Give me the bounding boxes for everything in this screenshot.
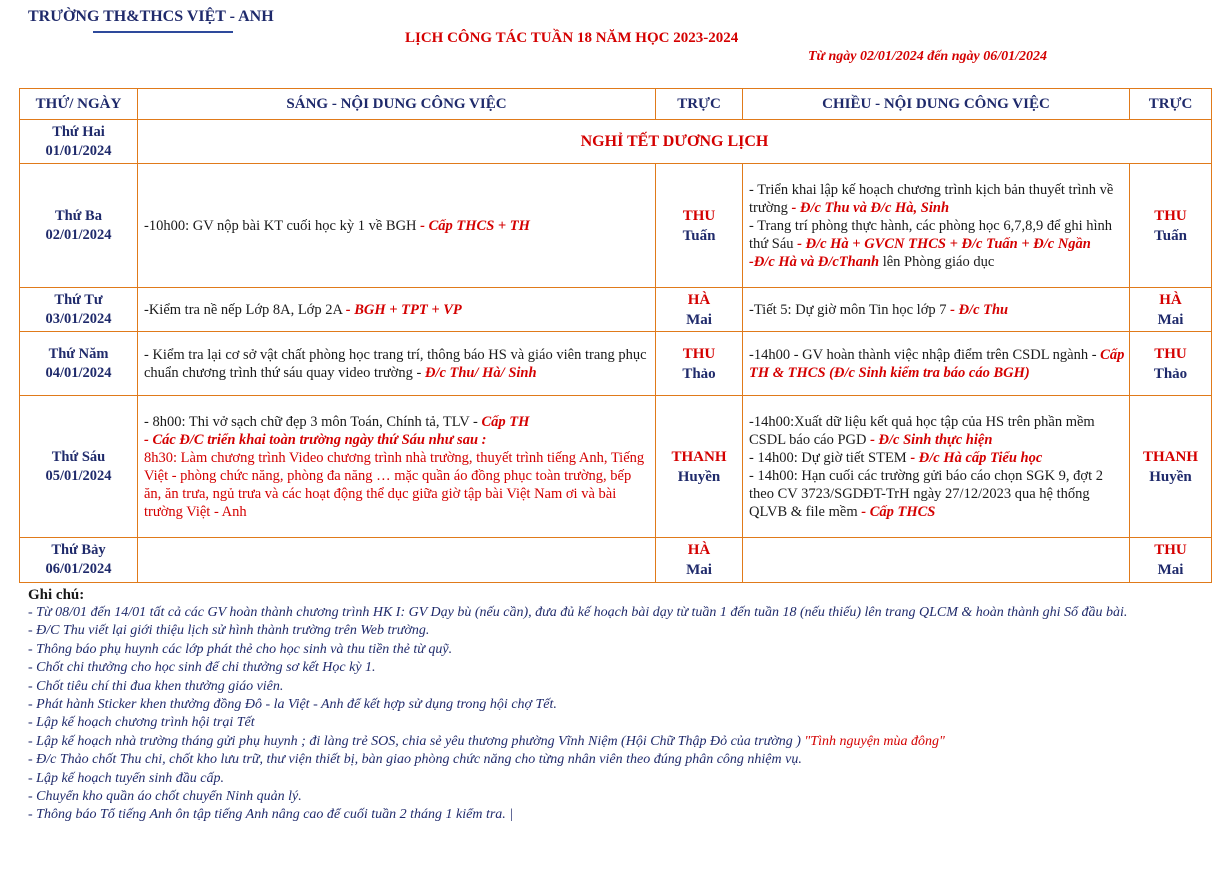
task-text: - 14h00: Dự giờ tiết STEM bbox=[749, 449, 911, 466]
task-text: - Kiểm tra lại cơ sở vật chất phòng học trang trí, thông báo HS và giáo viên trang phục chuẩn chương trình thứ sáu quay video trường - bbox=[144, 346, 647, 381]
task-assignee: -Đ/c Hà và Đ/cThanh bbox=[749, 253, 880, 270]
duty-afternoon bbox=[1130, 538, 1212, 583]
task-heading: - Các Đ/C triển khai toàn trường ngày thứ Sáu như sau : bbox=[144, 431, 487, 448]
day-name: Thứ Ba bbox=[55, 207, 102, 224]
duty-person: Mai bbox=[1157, 562, 1184, 578]
note-highlight: "Tình nguyện mùa đông" bbox=[804, 733, 945, 749]
page-title: LỊCH CÔNG TÁC TUẦN 18 NĂM HỌC 2023-2024 bbox=[405, 30, 739, 46]
day-date: 01/01/2024 bbox=[45, 142, 112, 159]
school-underline bbox=[93, 31, 233, 33]
school-name: TRƯỜNG TH&THCS VIỆT - ANH bbox=[28, 8, 274, 25]
duty-group: THU bbox=[682, 345, 716, 362]
task-assignee: Cấp TH bbox=[481, 413, 530, 430]
header-morning: SÁNG - NỘI DUNG CÔNG VIỆC bbox=[138, 89, 656, 120]
row-tuesday bbox=[20, 164, 1212, 288]
day-name: Thứ Tư bbox=[54, 291, 103, 308]
duty-morning bbox=[656, 164, 743, 288]
task-assignee: - Đ/c Hà + GVCN THCS + Đ/c Tuấn + Đ/c Ngần bbox=[797, 235, 1091, 252]
duty-group: THU bbox=[1154, 345, 1187, 362]
day-date: 02/01/2024 bbox=[45, 226, 112, 243]
afternoon-content bbox=[743, 288, 1130, 332]
day-cell bbox=[20, 288, 138, 332]
note-item: - Phát hành Sticker khen thưởng đồng Đô - la Việt - Anh để kết hợp sử dụng trong hội chợ Tết. bbox=[28, 697, 557, 713]
task-assignee: - Đ/c Sinh thực hiện bbox=[870, 431, 993, 448]
duty-group: HÀ bbox=[687, 291, 711, 308]
task-item bbox=[749, 253, 1125, 271]
duty-person: Mai bbox=[1157, 311, 1184, 328]
task-text: - 14h00: Hạn cuối các trường gửi báo cáo chọn SGK 9, đợt 2 theo CV 3723/SGDĐT-TrH ngày 27/12/2023 qua hệ thống QLVB & file mềm bbox=[749, 467, 1104, 520]
duty-person: Thảo bbox=[682, 365, 716, 382]
task-assignee: - Đ/c Thu và Đ/c Hà, Sinh bbox=[791, 199, 950, 216]
note-text: - Lập kế hoạch nhà trường tháng gửi phụ huynh ; đi làng trẻ SOS, chia sẻ yêu thương phường Vĩnh Niệm (Hội Chữ Thập Đỏ của trường ) bbox=[28, 733, 805, 749]
morning-content bbox=[138, 538, 656, 583]
morning-content bbox=[138, 164, 656, 288]
task-assignee: - Đ/c Hà cấp Tiểu học bbox=[910, 449, 1043, 466]
duty-afternoon bbox=[1130, 396, 1212, 538]
afternoon-content bbox=[743, 396, 1130, 538]
header-row bbox=[20, 89, 1212, 120]
duty-afternoon bbox=[1130, 288, 1212, 332]
header-duty-afternoon: TRỰC bbox=[1130, 89, 1212, 120]
holiday-notice: NGHỈ TẾT DƯƠNG LỊCH bbox=[138, 120, 1212, 164]
duty-morning bbox=[656, 288, 743, 332]
afternoon-content bbox=[743, 538, 1130, 583]
task-text: - Trang trí phòng thực hành, các phòng học 6,7,8,9 để ghi hình thứ Sáu bbox=[749, 217, 1113, 252]
task-assignee: - Đ/c Thu bbox=[950, 301, 1009, 318]
task-assignee: - Cấp THCS + TH bbox=[420, 217, 530, 234]
task-text: -Kiểm tra nề nếp Lớp 8A, Lớp 2A bbox=[144, 301, 346, 318]
day-date: 06/01/2024 bbox=[45, 561, 112, 577]
task-text: lên Phòng giáo dục bbox=[879, 253, 995, 270]
task-text: -14h00:Xuất dữ liệu kết quả học tập của HS trên phần mềm CSDL báo cáo PGD bbox=[749, 413, 1095, 448]
note-item: - Đ/c Thảo chốt Thu chi, chốt kho lưu trữ, thư viện thiết bị, bàn giao phòng chức năng cho từng nhân viên theo đúng phân công nhiệm vụ. bbox=[28, 752, 802, 768]
note-item: - Thông báo phụ huynh các lớp phát thẻ cho học sinh và thu tiền thẻ từ quỹ. bbox=[28, 641, 453, 657]
note-item: - Đ/C Thu viết lại giới thiệu lịch sử hình thành trường trên Web trường. bbox=[28, 623, 430, 639]
day-date: 03/01/2024 bbox=[45, 310, 112, 327]
note-item: - Thông báo Tổ tiếng Anh ôn tập tiếng Anh nâng cao để cuối tuần 2 tháng 1 kiểm tra. | bbox=[28, 807, 514, 823]
note-item: - Lập kế hoạch tuyển sinh đầu cấp. bbox=[28, 770, 224, 786]
duty-morning bbox=[656, 538, 743, 583]
row-monday bbox=[20, 120, 1212, 164]
task-text: -14h00 - GV hoàn thành việc nhập điểm trên CSDL ngành - bbox=[749, 346, 1101, 363]
duty-person: Mai bbox=[686, 311, 712, 328]
afternoon-content bbox=[743, 332, 1130, 396]
morning-content bbox=[138, 396, 656, 538]
row-saturday bbox=[20, 538, 1212, 583]
task-item bbox=[749, 181, 1125, 217]
header-afternoon: CHIỀU - NỘI DUNG CÔNG VIỆC bbox=[743, 89, 1130, 120]
note-item: - Từ 08/01 đến 14/01 tất cả các GV hoàn thành chương trình HK I: GV Dạy bù (nếu cần), đưa đủ kế hoạch bài dạy từ tuần 1 đến tuần 18 (nếu thiếu) lên trang QLCM & hoàn thành ghi Sổ đầu bài. bbox=[28, 605, 1128, 620]
task-item bbox=[749, 217, 1125, 253]
note-item: - Chuyển kho quần áo chốt chuyển Ninh quản lý. bbox=[28, 789, 302, 805]
task-assignee: - Cấp THCS bbox=[861, 503, 936, 520]
duty-group: THU bbox=[1154, 207, 1187, 224]
day-name: Thứ Năm bbox=[48, 345, 109, 362]
task-item bbox=[749, 413, 1125, 449]
day-cell bbox=[20, 120, 138, 164]
row-friday bbox=[20, 396, 1212, 538]
note-item bbox=[28, 733, 1218, 751]
task-item bbox=[749, 449, 1125, 467]
task-text: - Triển khai lập kế hoạch chương trình kịch bản thuyết trình về trường bbox=[749, 181, 1114, 216]
morning-content bbox=[138, 332, 656, 396]
duty-person: Huyền bbox=[677, 468, 721, 485]
duty-person: Tuấn bbox=[1154, 227, 1187, 244]
day-date: 05/01/2024 bbox=[45, 467, 112, 484]
day-cell bbox=[20, 538, 138, 583]
row-wednesday bbox=[20, 288, 1212, 332]
duty-person: Huyền bbox=[1149, 468, 1192, 485]
task-assignee: Đ/c Thu/ Hà/ Sinh bbox=[424, 364, 537, 381]
task-text: - 8h00: Thi vở sạch chữ đẹp 3 môn Toán, Chính tả, TLV - bbox=[144, 413, 482, 430]
day-cell bbox=[20, 164, 138, 288]
duty-person: Tuấn bbox=[682, 227, 716, 244]
duty-group: HÀ bbox=[687, 542, 711, 558]
day-name: Thứ Hai bbox=[52, 123, 105, 140]
note-item: - Chốt tiêu chí thi đua khen thưởng giáo viên. bbox=[28, 678, 284, 694]
duty-group: THANH bbox=[1142, 448, 1198, 465]
header-day: THỨ/ NGÀY bbox=[20, 89, 138, 120]
task-item bbox=[144, 413, 651, 431]
duty-group: THU bbox=[682, 207, 716, 224]
row-thursday bbox=[20, 332, 1212, 396]
task-detail: 8h30: Làm chương trình Video chương trình nhà trường, thuyết trình tiếng Anh, Tiếng Việt - phòng chức năng, phòng đa năng … mặc quần áo đồng phục toàn trường, bếp ăn, ăn trưa, ngủ trưa và các hoạt động thể dục giữa giờ tập bài Việt Nam ơi và bài trường Việt - Anh bbox=[144, 449, 645, 520]
task-text: -Tiết 5: Dự giờ môn Tin học lớp 7 bbox=[749, 301, 951, 318]
day-name: Thứ Sáu bbox=[51, 448, 106, 465]
task-item bbox=[749, 467, 1125, 521]
notes-title: Ghi chú: bbox=[28, 587, 85, 603]
task-assignee: Cấp TH & THCS (Đ/c Sinh kiểm tra báo cáo BGH) bbox=[749, 346, 1125, 381]
header-duty-morning: TRỰC bbox=[656, 89, 743, 120]
duty-afternoon bbox=[1130, 332, 1212, 396]
afternoon-content bbox=[743, 164, 1130, 288]
note-item: - Chốt chi thưởng cho học sinh để chi thưởng sơ kết Học kỳ 1. bbox=[28, 660, 376, 676]
duty-person: Thảo bbox=[1153, 365, 1188, 382]
date-range: Từ ngày 02/01/2024 đến ngày 06/01/2024 bbox=[808, 49, 1047, 64]
day-cell bbox=[20, 396, 138, 538]
duty-person: Mai bbox=[686, 562, 712, 578]
duty-group: HÀ bbox=[1159, 291, 1182, 308]
day-cell bbox=[20, 332, 138, 396]
note-item: - Lập kế hoạch chương trình hội trại Tết bbox=[28, 715, 255, 731]
duty-afternoon bbox=[1130, 164, 1212, 288]
duty-morning bbox=[656, 332, 743, 396]
duty-group: THANH bbox=[671, 448, 727, 465]
task-assignee: - BGH + TPT + VP bbox=[345, 301, 462, 318]
duty-morning bbox=[656, 396, 743, 538]
notes-section bbox=[28, 586, 1218, 825]
duty-group: THU bbox=[1154, 542, 1187, 558]
day-date: 04/01/2024 bbox=[45, 364, 112, 381]
morning-content bbox=[138, 288, 656, 332]
day-name: Thứ Bảy bbox=[51, 542, 106, 558]
schedule-table bbox=[19, 88, 1212, 583]
task-text: -10h00: GV nộp bài KT cuối học kỳ 1 về BGH bbox=[144, 217, 421, 234]
